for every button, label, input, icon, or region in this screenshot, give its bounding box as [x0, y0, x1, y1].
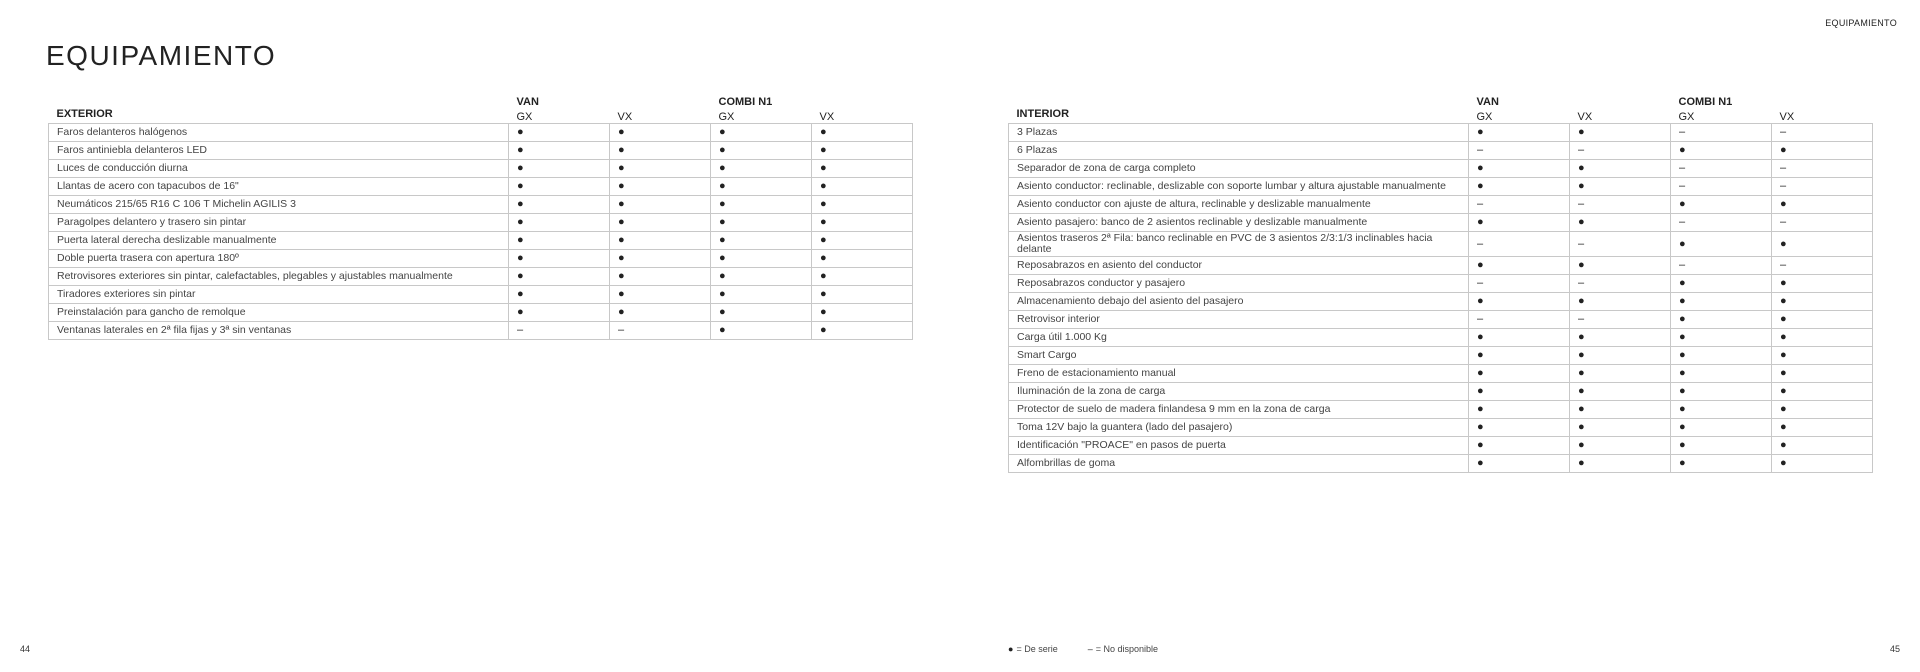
availability-cell: ● [1469, 347, 1570, 365]
availability-cell: ● [1671, 365, 1772, 383]
availability-cell: ● [509, 268, 610, 286]
availability-cell: ● [711, 286, 812, 304]
feature-label: Asiento conductor con ajuste de altura, reclinable y deslizable manualmente [1009, 196, 1469, 214]
van-group-label: VAN [1476, 96, 1499, 108]
availability-cell: – [1671, 214, 1772, 232]
availability-cell: ● [1671, 142, 1772, 160]
variant-label: VX [1577, 111, 1593, 123]
exterior-rows [49, 124, 913, 340]
availability-cell: ● [1671, 347, 1772, 365]
table-row [1009, 329, 1873, 347]
availability-cell: ● [1570, 257, 1671, 275]
table-row [1009, 160, 1873, 178]
availability-cell: ● [1469, 257, 1570, 275]
availability-cell: ● [812, 322, 913, 340]
availability-cell: ● [812, 304, 913, 322]
availability-cell: – [1671, 257, 1772, 275]
availability-cell: ● [1671, 383, 1772, 401]
table-row [1009, 293, 1873, 311]
feature-label: Retrovisor interior [1009, 311, 1469, 329]
feature-label: Faros antiniebla delanteros LED [49, 142, 509, 160]
availability-cell: – [1772, 178, 1873, 196]
table-row [49, 268, 913, 286]
feature-label: Carga útil 1.000 Kg [1009, 329, 1469, 347]
availability-cell: ● [1772, 437, 1873, 455]
dash-icon: – [1087, 644, 1093, 654]
page-title: EQUIPAMIENTO [46, 40, 277, 71]
availability-cell: ● [1570, 455, 1671, 473]
availability-cell: ● [1772, 329, 1873, 347]
standard-dot-icon: ● [1008, 644, 1014, 654]
availability-cell: ● [1772, 275, 1873, 293]
availability-cell: ● [812, 214, 913, 232]
page-number-right: 45 [1889, 644, 1900, 654]
combi-group-label: COMBI N1 [1678, 96, 1733, 108]
availability-cell: ● [1570, 383, 1671, 401]
variant-label: GX [718, 111, 735, 123]
exterior-heading: EXTERIOR [56, 108, 113, 120]
feature-label: Luces de conducción diurna [49, 160, 509, 178]
variant-label: GX [1476, 111, 1493, 123]
table-row [1009, 232, 1873, 257]
availability-cell: ● [812, 142, 913, 160]
feature-label: Retrovisores exteriores sin pintar, calefactables, plegables y ajustables manualmente [49, 268, 509, 286]
availability-cell: ● [509, 178, 610, 196]
interior-heading: INTERIOR [1016, 108, 1070, 120]
availability-cell: ● [711, 196, 812, 214]
availability-cell: – [1570, 232, 1671, 257]
interior-table [1008, 93, 1873, 473]
availability-cell: ● [610, 160, 711, 178]
availability-cell: ● [509, 304, 610, 322]
availability-cell: ● [509, 232, 610, 250]
availability-cell: ● [1671, 232, 1772, 257]
availability-cell: – [610, 322, 711, 340]
legend [1008, 644, 1158, 654]
variant-label: VX [1779, 111, 1795, 123]
availability-cell: ● [610, 178, 711, 196]
availability-cell: – [1570, 196, 1671, 214]
availability-cell: ● [1772, 419, 1873, 437]
feature-label: Smart Cargo [1009, 347, 1469, 365]
availability-cell: ● [1772, 142, 1873, 160]
feature-label: Asientos traseros 2ª Fila: banco reclinable en PVC de 3 asientos 2/3:1/3 inclinables hacia delante [1009, 232, 1469, 257]
availability-cell: ● [1570, 365, 1671, 383]
availability-cell: ● [1469, 455, 1570, 473]
table-row [1009, 214, 1873, 232]
availability-cell: ● [1570, 160, 1671, 178]
feature-label: Almacenamiento debajo del asiento del pasajero [1009, 293, 1469, 311]
variant-label: VX [819, 111, 835, 123]
availability-cell: ● [1570, 293, 1671, 311]
table-row [49, 178, 913, 196]
availability-cell: ● [1772, 311, 1873, 329]
availability-cell: ● [812, 268, 913, 286]
availability-cell: ● [1772, 232, 1873, 257]
feature-label: Separador de zona de carga completo [1009, 160, 1469, 178]
availability-cell: ● [509, 160, 610, 178]
availability-cell: – [1570, 311, 1671, 329]
feature-label: 3 Plazas [1009, 124, 1469, 142]
availability-cell: ● [509, 286, 610, 304]
availability-cell: ● [1772, 365, 1873, 383]
availability-cell: ● [711, 322, 812, 340]
availability-cell: ● [812, 178, 913, 196]
exterior-table [48, 93, 913, 340]
table-row [1009, 365, 1873, 383]
combi-group-label: COMBI N1 [718, 96, 773, 108]
availability-cell: ● [711, 250, 812, 268]
availability-cell: – [1772, 124, 1873, 142]
table-row [1009, 419, 1873, 437]
availability-cell: – [1772, 257, 1873, 275]
feature-label: Ventanas laterales en 2ª fila fijas y 3ª sin ventanas [49, 322, 509, 340]
availability-cell: ● [1671, 275, 1772, 293]
availability-cell: ● [1469, 293, 1570, 311]
availability-cell: – [1671, 178, 1772, 196]
availability-cell: ● [1671, 401, 1772, 419]
availability-cell: ● [711, 304, 812, 322]
availability-cell: ● [1469, 437, 1570, 455]
table-row [49, 214, 913, 232]
availability-cell: – [1469, 232, 1570, 257]
feature-label: Faros delanteros halógenos [49, 124, 509, 142]
availability-cell: ● [711, 160, 812, 178]
feature-label: Identificación "PROACE" en pasos de puerta [1009, 437, 1469, 455]
feature-label: Neumáticos 215/65 R16 C 106 T Michelin AGILIS 3 [49, 196, 509, 214]
feature-label: Paragolpes delantero y trasero sin pintar [49, 214, 509, 232]
table-row [1009, 437, 1873, 455]
feature-label: Puerta lateral derecha deslizable manualmente [49, 232, 509, 250]
running-header: EQUIPAMIENTO [1825, 18, 1897, 28]
availability-cell: ● [1469, 383, 1570, 401]
availability-cell: ● [610, 214, 711, 232]
availability-cell: ● [1772, 196, 1873, 214]
van-group-label: VAN [516, 96, 539, 108]
availability-cell: ● [711, 178, 812, 196]
availability-cell: ● [812, 160, 913, 178]
table-row [1009, 383, 1873, 401]
feature-label: Alfombrillas de goma [1009, 455, 1469, 473]
table-row [49, 322, 913, 340]
availability-cell: ● [610, 232, 711, 250]
availability-cell: ● [1469, 214, 1570, 232]
availability-cell: ● [812, 250, 913, 268]
table-row [1009, 347, 1873, 365]
feature-label: Asiento conductor: reclinable, deslizable con soporte lumbar y altura ajustable manualmente [1009, 178, 1469, 196]
availability-cell: ● [1570, 347, 1671, 365]
availability-cell: ● [610, 268, 711, 286]
feature-label: Iluminación de la zona de carga [1009, 383, 1469, 401]
legend-not-available [1088, 644, 1158, 654]
availability-cell: ● [812, 286, 913, 304]
availability-cell: ● [1772, 293, 1873, 311]
availability-cell: ● [1469, 401, 1570, 419]
variant-label: GX [1678, 111, 1695, 123]
availability-cell: ● [610, 196, 711, 214]
feature-label: Protector de suelo de madera finlandesa 9 mm en la zona de carga [1009, 401, 1469, 419]
table-row [1009, 124, 1873, 142]
availability-cell: ● [1570, 419, 1671, 437]
feature-label: Reposabrazos conductor y pasajero [1009, 275, 1469, 293]
table-row [1009, 455, 1873, 473]
table-row [49, 232, 913, 250]
table-row [49, 304, 913, 322]
availability-cell: ● [1772, 455, 1873, 473]
availability-cell: ● [1570, 124, 1671, 142]
availability-cell: ● [1772, 383, 1873, 401]
legend-standard-text: = De serie [1016, 644, 1058, 654]
table-row [1009, 275, 1873, 293]
availability-cell: ● [1671, 329, 1772, 347]
availability-cell: ● [1469, 329, 1570, 347]
table-row [1009, 142, 1873, 160]
availability-cell: ● [1570, 329, 1671, 347]
feature-label: Preinstalación para gancho de remolque [49, 304, 509, 322]
availability-cell: – [509, 322, 610, 340]
availability-cell: ● [711, 214, 812, 232]
feature-label: Tiradores exteriores sin pintar [49, 286, 509, 304]
availability-cell: – [1570, 142, 1671, 160]
availability-cell: ● [1671, 419, 1772, 437]
availability-cell: ● [711, 268, 812, 286]
legend-na-text: = No disponible [1095, 644, 1159, 654]
availability-cell: – [1772, 214, 1873, 232]
availability-cell: ● [1469, 160, 1570, 178]
feature-label: Doble puerta trasera con apertura 180º [49, 250, 509, 268]
availability-cell: ● [1671, 437, 1772, 455]
availability-cell: ● [610, 124, 711, 142]
availability-cell: – [1469, 142, 1570, 160]
availability-cell: ● [1772, 401, 1873, 419]
availability-cell: ● [711, 124, 812, 142]
table-row [49, 196, 913, 214]
feature-label: Freno de estacionamiento manual [1009, 365, 1469, 383]
variant-label: GX [516, 111, 533, 123]
availability-cell: ● [1469, 365, 1570, 383]
availability-cell: ● [509, 214, 610, 232]
availability-cell: ● [711, 142, 812, 160]
availability-cell: ● [812, 124, 913, 142]
table-row [1009, 257, 1873, 275]
availability-cell: ● [1671, 196, 1772, 214]
table-row [1009, 178, 1873, 196]
availability-cell: ● [610, 250, 711, 268]
availability-cell: ● [1671, 455, 1772, 473]
availability-cell: ● [610, 142, 711, 160]
availability-cell: ● [1570, 437, 1671, 455]
availability-cell: ● [509, 142, 610, 160]
availability-cell: – [1671, 124, 1772, 142]
availability-cell: ● [509, 196, 610, 214]
availability-cell: ● [1570, 214, 1671, 232]
feature-label: Llantas de acero con tapacubos de 16" [49, 178, 509, 196]
table-row [49, 160, 913, 178]
interior-rows [1009, 124, 1873, 473]
availability-cell: ● [1469, 419, 1570, 437]
availability-cell: ● [1671, 293, 1772, 311]
availability-cell: ● [1772, 347, 1873, 365]
feature-label: Toma 12V bajo la guantera (lado del pasajero) [1009, 419, 1469, 437]
availability-cell: ● [1570, 401, 1671, 419]
availability-cell: ● [509, 250, 610, 268]
availability-cell: ● [711, 232, 812, 250]
availability-cell: ● [610, 286, 711, 304]
variant-label: VX [617, 111, 633, 123]
legend-standard [1008, 644, 1058, 654]
availability-cell: – [1469, 196, 1570, 214]
table-row [49, 286, 913, 304]
feature-label: Asiento pasajero: banco de 2 asientos reclinable y deslizable manualmente [1009, 214, 1469, 232]
feature-label: Reposabrazos en asiento del conductor [1009, 257, 1469, 275]
feature-label: 6 Plazas [1009, 142, 1469, 160]
availability-cell: ● [1570, 178, 1671, 196]
table-row [1009, 401, 1873, 419]
table-row [1009, 311, 1873, 329]
availability-cell: ● [509, 124, 610, 142]
availability-cell: – [1570, 275, 1671, 293]
table-row [49, 142, 913, 160]
availability-cell: ● [1469, 124, 1570, 142]
availability-cell: ● [1469, 178, 1570, 196]
page-number-left: 44 [20, 644, 31, 654]
availability-cell: – [1671, 160, 1772, 178]
availability-cell: – [1469, 275, 1570, 293]
availability-cell: – [1772, 160, 1873, 178]
availability-cell: ● [610, 304, 711, 322]
table-row [49, 124, 913, 142]
availability-cell: – [1469, 311, 1570, 329]
availability-cell: ● [1671, 311, 1772, 329]
availability-cell: ● [812, 232, 913, 250]
table-row [1009, 196, 1873, 214]
table-row [49, 250, 913, 268]
availability-cell: ● [812, 196, 913, 214]
